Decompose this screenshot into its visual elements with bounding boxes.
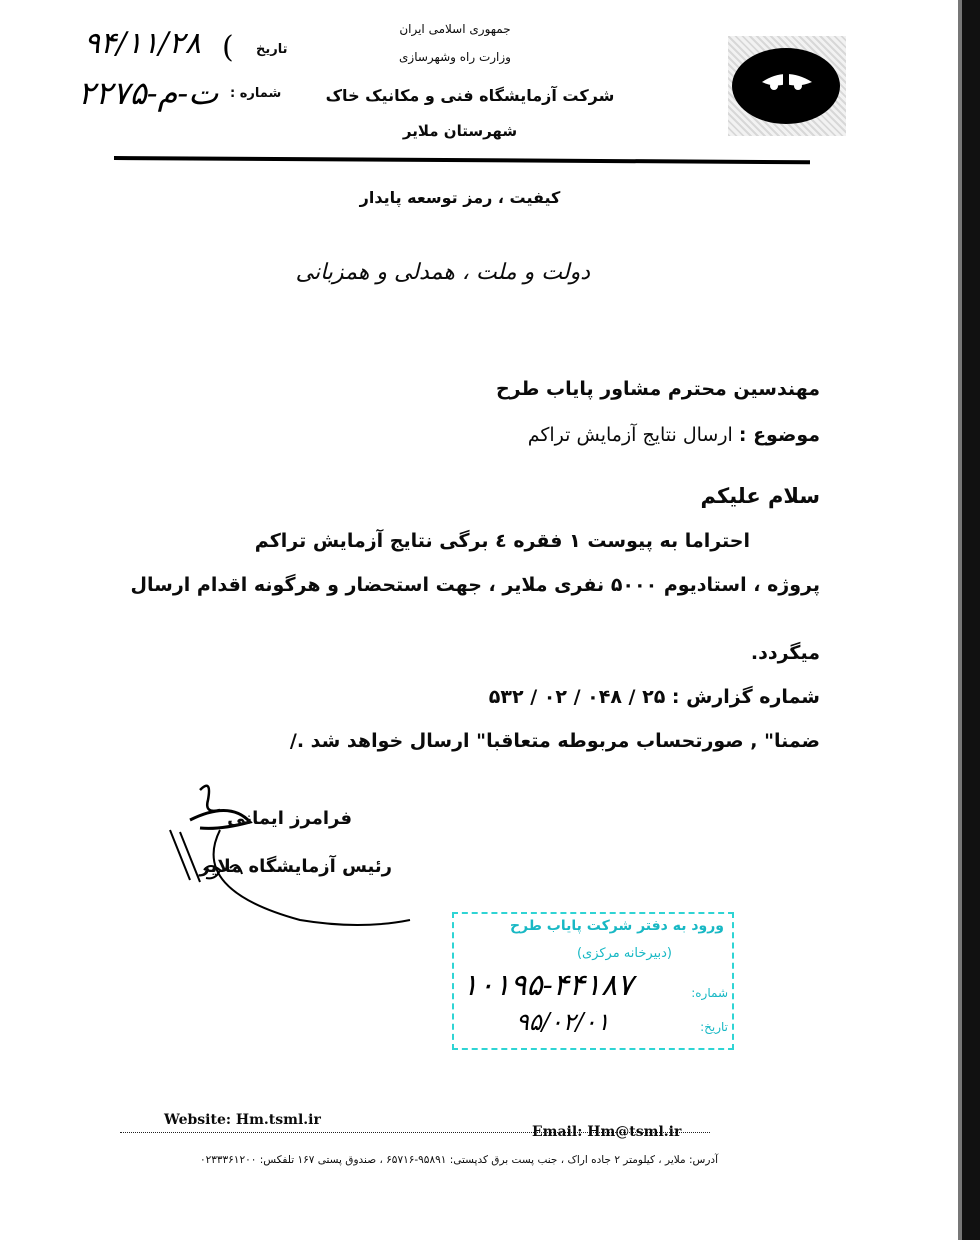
header-company-name: شرکت آزمایشگاه فنی و مکانیک خاک: [325, 86, 615, 105]
paragraph-line-3: میگردد.: [750, 642, 820, 664]
number-label: شماره :: [230, 86, 282, 101]
billing-note: ضمنا" , صورتحساب مربوطه متعاقبا" ارسال خواهد شد ./: [289, 730, 820, 752]
handwritten-letter-number: ۲۲۷۵-ت-م: [78, 74, 219, 112]
stamp-number-value: ۱۰۱۹۵-۴۴۱۸۷: [462, 968, 634, 1003]
signatory-name: فرامرز ایمانی: [227, 808, 352, 829]
stamp-date-label: تاریخ:: [700, 1020, 728, 1034]
slogan-quality: کیفیت ، رمز توسعه پایدار: [359, 188, 561, 207]
report-number: شماره گزارش : ۲۵ / ۰۴۸ / ۰۲ / ۵۳۲: [488, 686, 820, 708]
date-paren-mark: (: [222, 30, 234, 65]
stamp-subtitle: (دبیرخانه مرکزی): [576, 946, 672, 961]
date-label: تاریخ: [256, 42, 288, 57]
greeting: سلام علیکم: [700, 484, 820, 508]
stamp-title: ورود به دفتر شرکت پایاب طرح: [509, 918, 724, 934]
footer-email: Email: Hm@tsml.ir: [532, 1124, 682, 1140]
footer-website: Website: Hm.tsml.ir: [164, 1112, 321, 1128]
handwritten-date: ۹۴/۱۱/۲۸: [84, 26, 201, 61]
subject-label: موضوع :: [738, 424, 820, 446]
header-republic: جمهوری اسلامی ایران: [399, 22, 511, 36]
logo-emblem-icon: [728, 36, 846, 136]
company-logo: [728, 36, 846, 136]
footer-address: آدرس: ملایر ، کیلومتر ۲ جاده اراک ، جنب پست برق کدپستی: ۹۵۸۹۱-۶۵۷۱۶ ، صندوق پستی ۱۶۷ تلفکس: ۰۲۳۳۳۶۱۲۰۰: [199, 1154, 718, 1166]
paragraph-line-2: پروژه ، استادیوم ۵۰۰۰ نفری ملایر ، جهت استحضار و هرگونه اقدام ارسال: [130, 574, 820, 596]
header-divider: [114, 156, 810, 164]
received-stamp: [452, 912, 734, 1050]
subject-text: ارسال نتایج آزمایش تراکم: [527, 424, 733, 446]
subject-line: [528, 424, 820, 446]
header-ministry: وزارت راه وشهرسازی: [399, 50, 511, 64]
stamp-date-value: ۹۵/۰۲/۰۱: [516, 1008, 610, 1036]
paragraph-line-1: احتراما به پیوست ۱ فقره ٤ برگی نتایج آزمایش تراکم: [254, 530, 750, 552]
scan-edge: [962, 0, 980, 1240]
recipient-line: مهندسین محترم مشاور پایاب طرح: [495, 378, 820, 400]
stamp-number-label: شماره:: [691, 986, 728, 1000]
slogan-unity: دولت و ملت ، همدلی و همزبانی: [295, 260, 590, 285]
signatory-title: رئیس آزمایشگاه ملایر: [199, 856, 392, 877]
handwritten-signature: [160, 770, 420, 930]
header-city: شهرستان ملایر: [402, 122, 518, 140]
